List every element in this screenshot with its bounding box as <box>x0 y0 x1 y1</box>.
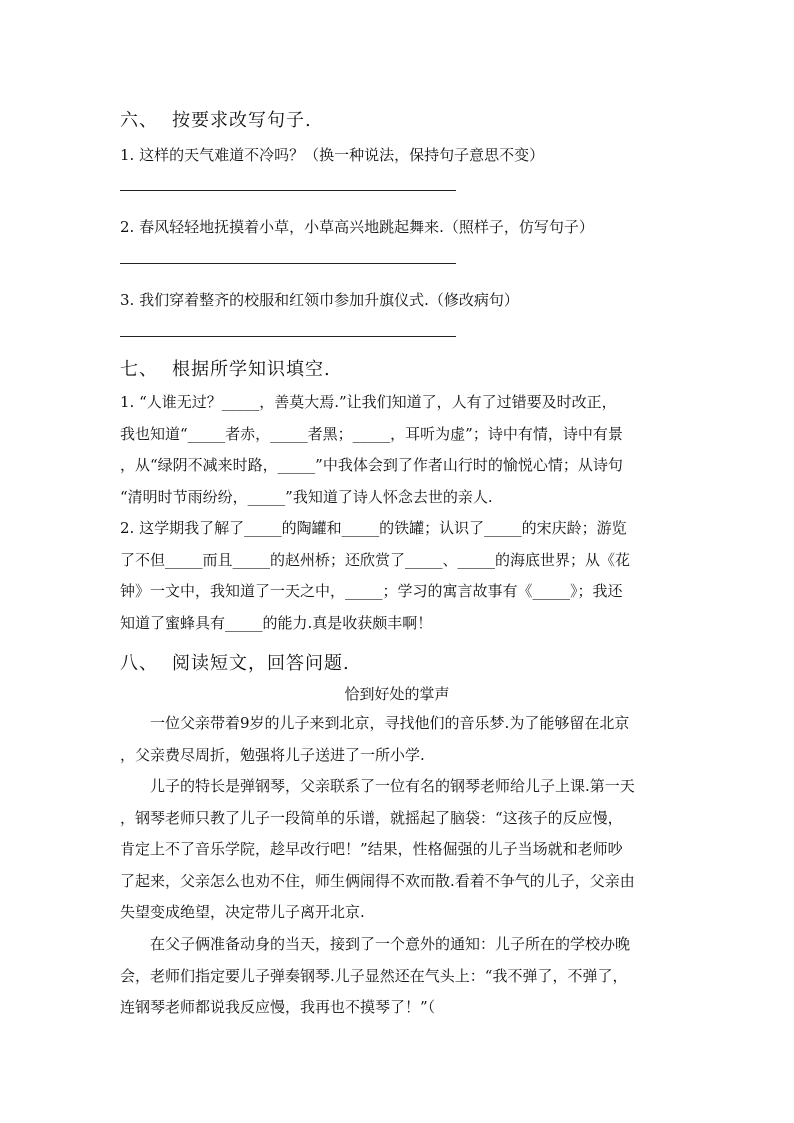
text-line: 钟》一文中，我知道了一天之中，_____；学习的寓言故事有《_____》；我还 <box>120 582 623 600</box>
question-6-1: 1. 这样的天气难道不冷吗？（换一种说法，保持句子意思不变） <box>120 146 545 164</box>
text-line: 失望变成绝望，决定带儿子离开北京. <box>120 903 365 921</box>
section-7-number: 七、 <box>120 359 158 380</box>
answer-line-6-2[interactable] <box>120 263 456 264</box>
section-8-heading <box>120 649 350 675</box>
text-line: 了不但_____而且_____的赵州桥；还欣赏了_____、_____的海底世界；从《花 <box>120 550 631 569</box>
section-7-heading <box>120 355 331 381</box>
fill-blank-paragraph-1 <box>120 387 680 513</box>
section-7-title: 根据所学知识填空. <box>172 359 331 380</box>
text-line: 一位父亲带着9岁的儿子来到北京，寻找他们的音乐梦.为了能够留在北京 <box>120 714 630 732</box>
section-6-title: 按要求改写句子. <box>172 110 312 131</box>
answer-line-6-1[interactable] <box>120 190 456 191</box>
text-line: 会，老师们指定要儿子弹奏钢琴.儿子显然还在气头上：“我不弹了，不弹了， <box>120 966 628 985</box>
question-6-2: 2. 春风轻轻地抚摸着小草，小草高兴地跳起舞来.（照样子，仿写句子） <box>120 218 594 236</box>
text-line: 2. 这学期我了解了_____的陶罐和_____的铁罐；认识了_____的宋庆龄；游览 <box>120 519 627 537</box>
story-paragraph-3 <box>120 929 680 1024</box>
section-8-title: 阅读短文，回答问题. <box>172 653 350 674</box>
question-6-3: 3. 我们穿着整齐的校服和红领巾参加升旗仪式.（修改病句） <box>120 291 519 309</box>
text-line: 在父子俩准备动身的当天，接到了一个意外的通知：儿子所在的学校办晚 <box>120 935 631 953</box>
section-6-number: 六、 <box>120 110 158 131</box>
fill-blank-paragraph-2 <box>120 513 680 639</box>
text-line: 儿子的特长是弹钢琴，父亲联系了一位有名的钢琴老师给儿子上课.第一天 <box>120 777 635 795</box>
text-line: 1. “人谁无过？_____，善莫大焉.”让我们知道了，人有了过错要及时改正， <box>120 393 617 411</box>
text-line: 知道了蜜蜂具有_____的能力.真是收获颇丰啊！ <box>120 613 433 632</box>
answer-line-6-3[interactable] <box>120 336 456 337</box>
story-paragraph-2 <box>120 771 680 929</box>
text-line: 我也知道“_____者赤，_____者黑；_____，耳听为虚”；诗中有情，诗中有景 <box>120 424 623 443</box>
text-line: ，从“绿阴不减来时路，_____”中我体会到了作者山行时的愉悦心情；从诗句 <box>120 456 623 474</box>
text-line: ，父亲费尽周折，勉强将儿子送进了一所小学. <box>120 745 425 764</box>
story-paragraph-1 <box>120 708 680 771</box>
text-line: 了起来，父亲怎么也劝不住，师生俩闹得不欢而散.看着不争气的儿子，父亲由 <box>120 871 635 890</box>
text-line: 肯定上不了音乐学院，趁早改行吧！”结果，性格倔强的儿子当场就和老师吵 <box>120 840 623 858</box>
story-title: 恰到好处的掌声 <box>344 685 450 703</box>
text-line: “清明时节雨纷纷，_____”我知道了诗人怀念去世的亲人. <box>120 487 493 506</box>
section-8-number: 八、 <box>120 653 158 674</box>
section-6-heading <box>120 106 312 132</box>
text-line: 连钢琴老师都说我反应慢，我再也不摸琴了！”（ <box>120 998 436 1016</box>
text-line: ，钢琴老师只教了儿子一段简单的乐谱，就摇起了脑袋：“这孩子的反应慢， <box>120 808 623 827</box>
